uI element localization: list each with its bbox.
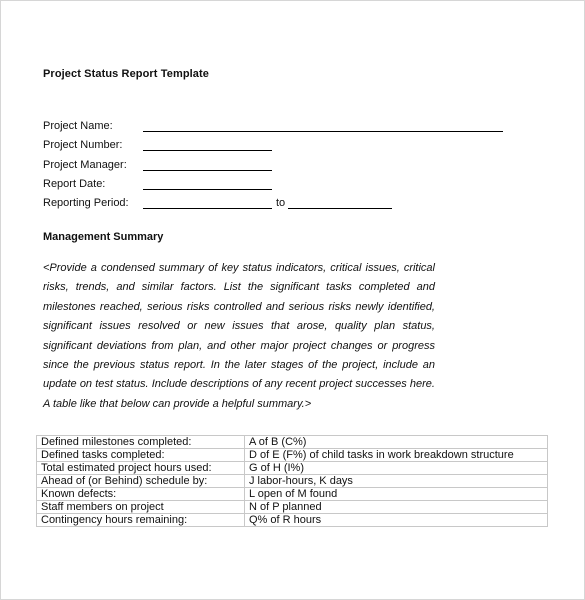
table-value-cell: J labor-hours, K days bbox=[245, 475, 548, 488]
project-number-input-line[interactable] bbox=[143, 150, 272, 151]
management-summary-body: <Provide a condensed summary of key status indicators, critical issues, critical risks, trends, and similar factors. List the significant tasks completed and milestones reached, serious risks controlled and serious risks newly identified, significant issues resolved or new issues that arose, quality plan status, significant deviations from plan, and other major project changes or progress since the previous status report. In the later stages of the project, include an update on test status. Include descriptions of any recent project successes here. A table like that below can provide a helpful summary.> bbox=[43, 262, 435, 410]
table-value-cell: L open of M found bbox=[245, 488, 548, 501]
field-label: Project Name: bbox=[43, 120, 113, 132]
table-label-cell: Ahead of (or Behind) schedule by: bbox=[37, 475, 245, 488]
table-label-cell: Known defects: bbox=[37, 488, 245, 501]
status-summary-table bbox=[36, 435, 548, 527]
project-manager-input-line[interactable] bbox=[143, 170, 272, 171]
field-label: Report Date: bbox=[43, 178, 106, 190]
table-value-cell: G of H (I%) bbox=[245, 462, 548, 475]
field-label: Reporting Period: bbox=[43, 197, 129, 209]
field-label: Project Manager: bbox=[43, 159, 127, 171]
table-label-cell: Staff members on project bbox=[37, 501, 245, 514]
table-label-cell: Defined tasks completed: bbox=[37, 449, 245, 462]
table-row bbox=[37, 501, 548, 514]
table-row bbox=[37, 514, 548, 527]
table-value-cell: D of E (F%) of child tasks in work breakdown structure bbox=[245, 449, 548, 462]
table-row bbox=[37, 462, 548, 475]
table-row bbox=[37, 436, 548, 449]
reporting-period-end-line[interactable] bbox=[288, 208, 392, 209]
table-value-cell: A of B (C%) bbox=[245, 436, 548, 449]
table-value-cell: N of P planned bbox=[245, 501, 548, 514]
document-title: Project Status Report Template bbox=[43, 68, 209, 80]
table-row bbox=[37, 449, 548, 462]
table-label-cell: Contingency hours remaining: bbox=[37, 514, 245, 527]
table-label-cell: Total estimated project hours used: bbox=[37, 462, 245, 475]
management-summary-heading: Management Summary bbox=[43, 231, 164, 243]
reporting-period-connector: to bbox=[276, 197, 286, 209]
field-label: Project Number: bbox=[43, 139, 123, 151]
table-label-cell: Defined milestones completed: bbox=[37, 436, 245, 449]
project-name-input-line[interactable] bbox=[143, 131, 503, 132]
table-row bbox=[37, 475, 548, 488]
table-row bbox=[37, 488, 548, 501]
table-value-cell: Q% of R hours bbox=[245, 514, 548, 527]
report-date-input-line[interactable] bbox=[143, 189, 272, 190]
reporting-period-start-line[interactable] bbox=[143, 208, 272, 209]
